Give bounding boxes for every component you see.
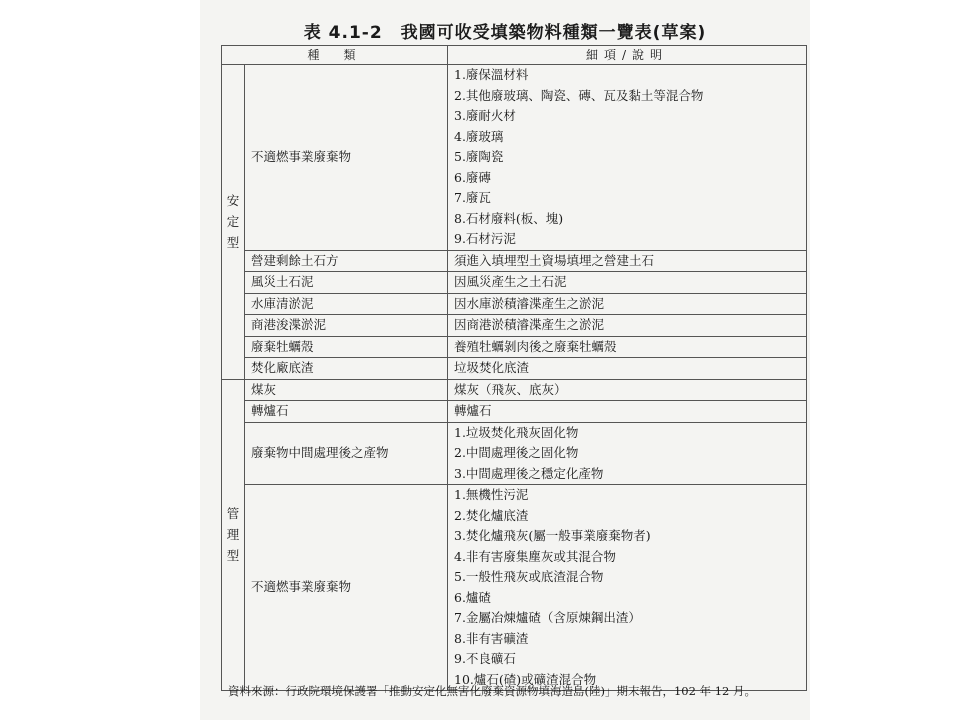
group-stable: 安 定 型 [222, 65, 245, 380]
detail-cell: 須進入填埋型土資場填埋之營建土石 [448, 250, 807, 272]
category-cell: 營建剩餘土石方 [245, 250, 448, 272]
detail-cell: 養殖牡蠣剝肉後之廢棄牡蠣殼 [448, 336, 807, 358]
detail-cell: 因商港淤積濬渫產生之淤泥 [448, 315, 807, 337]
category-cell: 轉爐石 [245, 401, 448, 423]
category-cell: 煤灰 [245, 379, 448, 401]
category-cell: 不適燃事業廢棄物 [245, 65, 448, 251]
category-cell: 焚化廠底渣 [245, 358, 448, 380]
table-row [222, 422, 807, 485]
category-cell: 廢棄牡蠣殼 [245, 336, 448, 358]
source-note: 資料來源：行政院環境保護署「推動安定化無害化廢棄資源物填海造島(陸)」期末報告，102 年 12 月。 [228, 684, 757, 698]
detail-cell: 因水庫淤積濬渫產生之淤泥 [448, 293, 807, 315]
detail-list: 1.廢保溫材料 2.其他廢玻璃、陶瓷、磚、瓦及黏土等混合物 3.廢耐火材 4.廢玻璃 5.廢陶瓷 6.廢磚 7.廢瓦 8.石材廢料(板、塊) 9.石材污泥 [448, 65, 807, 251]
category-cell: 商港浚渫淤泥 [245, 315, 448, 337]
table-row [222, 379, 807, 401]
table-row [222, 336, 807, 358]
table-row [222, 293, 807, 315]
header-row [222, 46, 807, 65]
detail-cell: 垃圾焚化底渣 [448, 358, 807, 380]
group-managed: 管 理 型 [222, 379, 245, 691]
table-row [222, 401, 807, 423]
detail-cell: 煤灰（飛灰、底灰） [448, 379, 807, 401]
table-row [222, 358, 807, 380]
category-cell: 風災土石泥 [245, 272, 448, 294]
table-row [222, 250, 807, 272]
table-row [222, 65, 807, 251]
table-row [222, 485, 807, 691]
header-detail: 細項/說明 [448, 46, 807, 65]
detail-cell: 轉爐石 [448, 401, 807, 423]
detail-list: 1.垃圾焚化飛灰固化物 2.中間處理後之固化物 3.中間處理後之穩定化產物 [448, 422, 807, 485]
header-type: 種 類 [222, 46, 448, 65]
detail-list: 1.無機性污泥 2.焚化爐底渣 3.焚化爐飛灰(屬一般事業廢棄物者) 4.非有害廢集塵灰或其混合物 5.一般性飛灰或底渣混合物 6.爐碴 7.金屬冶煉爐碴（含原煉鋼出渣） 8.非有害礦渣 9.不良礦石 10.爐石(碴)或礦渣混合物 [448, 485, 807, 691]
table-title: 表 4.1-2 我國可收受填築物料種類一覽表(草案) [303, 23, 707, 43]
category-cell: 廢棄物中間處理後之產物 [245, 422, 448, 485]
category-cell: 水庫清淤泥 [245, 293, 448, 315]
table-row [222, 315, 807, 337]
detail-cell: 因風災產生之土石泥 [448, 272, 807, 294]
category-cell: 不適燃事業廢棄物 [245, 485, 448, 691]
materials-table [221, 45, 807, 691]
table-row [222, 272, 807, 294]
